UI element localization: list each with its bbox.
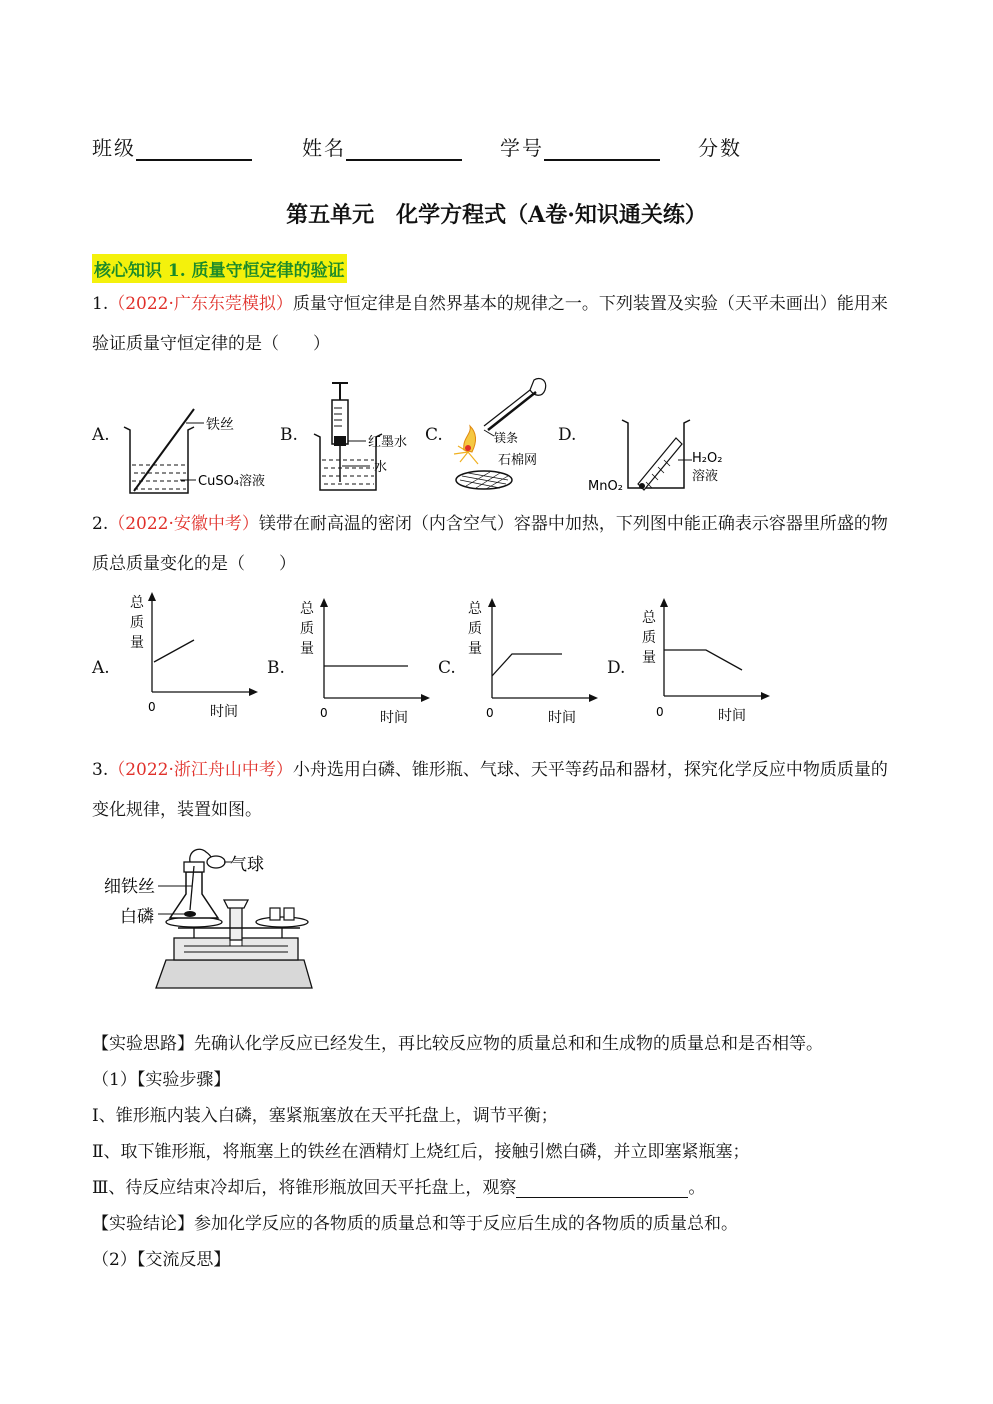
q1-line2: 验证质量守恒定律的是（ ） (92, 334, 330, 354)
q3-line2: 变化规律，装置如图。 (92, 800, 262, 820)
experiment-conclusion (92, 1214, 738, 1234)
graph-a-origin: 0 (148, 700, 156, 714)
q2-text1: 镁带在耐高温的密闭（内含空气）容器中加热，下列图中能正确表示容器里所盛的物 (258, 514, 888, 534)
step-3 (92, 1178, 705, 1198)
solution-label: 溶液 (692, 469, 719, 484)
name-field (302, 132, 462, 161)
q3-line1 (92, 760, 888, 780)
beaker-iron-wire-diagram (120, 405, 280, 500)
graph-b-ylabel-3: 量 (300, 641, 314, 657)
q2-option-c-label[interactable]: C. (438, 658, 456, 678)
q3-text1: 小舟选用白磷、锥形瓶、气球、天平等药品和器材，探究化学反应中物质质量的 (292, 760, 888, 780)
white-phosphorus-label: 白磷 (120, 907, 154, 927)
experiment-conclusion-text: 参加化学反应的各物质的质量总和等于反应后生成的各物质的质量总和。 (194, 1214, 738, 1234)
asbestos-net-label: 石棉网 (498, 453, 538, 468)
experiment-idea-text: 先确认化学反应已经发生，再比较反应物的质量总和和生成物的质量总和是否相等。 (194, 1034, 823, 1054)
graph-d-xlabel: 时间 (718, 708, 746, 724)
experiment-conclusion-tag: 【实验结论】 (92, 1214, 194, 1234)
page-title: 第五单元 化学方程式（A卷·知识通关练） (286, 202, 707, 228)
syringe-beaker-diagram (312, 378, 422, 496)
class-field (92, 132, 252, 161)
graph-a-ylabel-2: 质 (130, 615, 144, 631)
step-3-answer-blank[interactable] (516, 1179, 688, 1198)
q3-source: （2022·浙江舟山中考） (108, 760, 293, 780)
q2-option-b-label[interactable]: B. (267, 658, 285, 678)
graph-d-ylabel-2: 质 (642, 630, 656, 646)
number-label: 学号 (500, 136, 544, 160)
q1-option-d-label[interactable]: D. (558, 425, 577, 445)
graph-d (636, 596, 776, 726)
experiment-idea (92, 1034, 823, 1054)
number-field (500, 132, 660, 161)
graph-a-ylabel-1: 总 (130, 595, 144, 611)
graph-d-curve (664, 650, 742, 670)
q2-line2: 质总质量变化的是（ ） (92, 554, 296, 574)
step-1: Ⅰ、锥形瓶内装入白磷，塞紧瓶塞放在天平托盘上，调节平衡； (92, 1106, 558, 1126)
q1-line1 (92, 294, 888, 314)
q2-line1 (92, 514, 888, 534)
step-3-end: 。 (688, 1178, 706, 1198)
graph-c-xlabel: 时间 (548, 710, 576, 726)
graph-c-ylabel-3: 量 (468, 641, 482, 657)
graph-c-ylabel-1: 总 (468, 601, 482, 617)
graph-a (124, 590, 264, 722)
graph-b-origin: 0 (320, 706, 328, 720)
q2-number: 2. (92, 514, 109, 534)
h2o2-label: H₂O₂ (692, 451, 723, 466)
mg-ribbon-label: 镁条 (494, 431, 519, 445)
balloon-label: 气球 (230, 855, 264, 875)
name-blank[interactable] (346, 137, 462, 161)
score-label: 分数 (698, 136, 742, 160)
reflection-heading: （2）【交流反思】 (92, 1250, 231, 1270)
class-blank[interactable] (136, 137, 252, 161)
graph-d-origin: 0 (656, 705, 664, 719)
q1-source: （2022·广东东莞模拟） (108, 294, 293, 314)
graph-c (464, 596, 604, 728)
q1-option-c-label[interactable]: C. (425, 425, 443, 445)
number-blank[interactable] (544, 137, 660, 161)
steps-heading: （1）【实验步骤】 (92, 1070, 231, 1090)
graph-c-curve (492, 654, 562, 676)
h2o2-mno2-diagram (588, 412, 738, 498)
name-label: 姓名 (302, 136, 346, 160)
graph-a-curve (154, 640, 194, 662)
cuso4-label: CuSO₄溶液 (198, 474, 266, 489)
graph-b (296, 596, 436, 728)
graph-b-ylabel-1: 总 (300, 601, 314, 617)
graph-a-xlabel: 时间 (210, 704, 238, 720)
q1-option-a-label[interactable]: A. (92, 425, 110, 445)
class-label: 班级 (92, 136, 136, 160)
magnesium-burning-diagram (450, 372, 555, 494)
mno2-label: MnO₂ (588, 479, 623, 494)
q3-number: 3. (92, 760, 109, 780)
experiment-idea-tag: 【实验思路】 (92, 1034, 194, 1054)
step-2: Ⅱ、取下锥形瓶，将瓶塞上的铁丝在酒精灯上烧红后，接触引燃白磷，并立即塞紧瓶塞； (92, 1142, 750, 1162)
graph-a-ylabel-3: 量 (130, 635, 144, 651)
iron-wire-label: 铁丝 (206, 417, 234, 433)
q1-number: 1. (92, 294, 109, 314)
section-heading: 核心知识 1. 质量守恒定律的验证 (92, 254, 347, 283)
step-3-text: Ⅲ、待反应结束冷却后，将锥形瓶放回天平托盘上，观察 (92, 1178, 517, 1198)
graph-d-ylabel-1: 总 (642, 610, 656, 626)
q2-option-a-label[interactable]: A. (92, 658, 110, 678)
graph-c-origin: 0 (486, 706, 494, 720)
graph-d-ylabel-3: 量 (642, 650, 656, 666)
iron-wire-fine-label: 细铁丝 (104, 877, 155, 897)
q1-text1: 质量守恒定律是自然界基本的规律之一。下列装置及实验（天平未画出）能用来 (292, 294, 888, 314)
balance-apparatus-diagram (100, 842, 316, 994)
q2-option-d-label[interactable]: D. (607, 658, 626, 678)
graph-c-ylabel-2: 质 (468, 621, 482, 637)
graph-b-ylabel-2: 质 (300, 621, 314, 637)
q2-source: （2022·安徽中考） (108, 514, 259, 534)
graph-b-xlabel: 时间 (380, 710, 408, 726)
water-label: 水 (374, 460, 388, 475)
q1-option-b-label[interactable]: B. (280, 425, 298, 445)
red-ink-label: 红墨水 (368, 435, 408, 450)
